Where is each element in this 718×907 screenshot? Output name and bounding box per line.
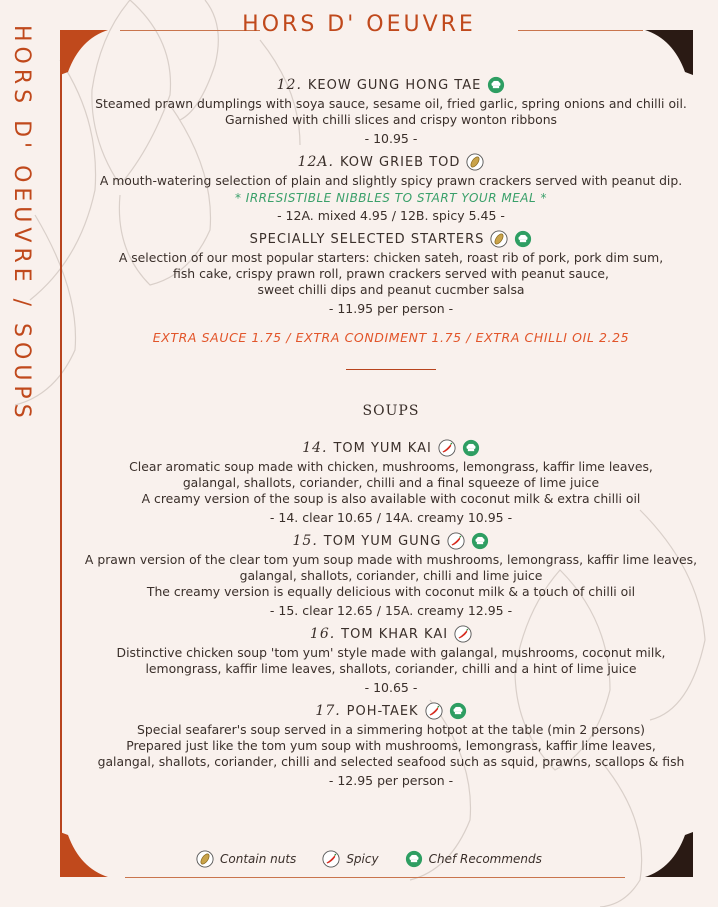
extras-line: EXTRA SAUCE 1.75 / EXTRA CONDIMENT 1.75 / EXTRA CHILLI OIL 2.25 — [152, 330, 630, 345]
item-price: - 10.65 - — [364, 680, 418, 695]
legend-chef-label: Chef Recommends — [428, 852, 542, 866]
item-description: Distinctive chicken soup 'tom yum' style made with galangal, mushrooms, coconut milk, lemongrass, kaffir lime leaves, shallots, coriander, chilli and a hint of lime juice — [116, 645, 666, 676]
chilli-icon — [454, 625, 472, 643]
legend-nuts-label: Contain nuts — [220, 852, 297, 866]
legend-spicy-label: Spicy — [346, 852, 379, 866]
chef-hat-icon — [514, 230, 532, 248]
item-number: 12A. — [297, 154, 334, 170]
nut-icon — [196, 850, 214, 868]
left-border-line — [60, 55, 62, 875]
item-name: KOW GRIEB TOD — [339, 154, 461, 170]
legend-spicy — [322, 850, 378, 868]
legend — [196, 850, 564, 868]
soups-heading: SOUPS — [362, 403, 420, 419]
item-description: A mouth-watering selection of plain and slightly spicy prawn crackers served with peanut dip. — [99, 173, 683, 188]
chef-hat-icon — [449, 702, 467, 720]
soup-item — [64, 702, 718, 788]
chilli-icon — [438, 439, 456, 457]
item-number: 12. — [276, 77, 302, 93]
item-title — [64, 230, 718, 248]
chef-hat-icon — [471, 532, 489, 550]
starters-list — [64, 76, 718, 316]
legend-nuts — [196, 850, 296, 868]
item-price: - 12.95 per person - — [328, 773, 454, 788]
item-description: Clear aromatic soup made with chicken, mushrooms, lemongrass, kaffir lime leaves, galangal, shallots, coriander, chilli and a final squeeze of lime juice A creamy version of the soup is also available with coconut milk & extra chilli oil — [129, 459, 653, 506]
soups-list — [64, 439, 718, 788]
item-number: 14. — [302, 440, 328, 456]
item-title — [64, 532, 718, 550]
bottom-border-line — [125, 877, 625, 878]
soup-item — [64, 532, 718, 618]
item-number: 17. — [315, 703, 341, 719]
soup-item — [64, 625, 718, 695]
chilli-icon — [425, 702, 443, 720]
chilli-icon — [322, 850, 340, 868]
chef-hat-icon — [462, 439, 480, 457]
item-name: TOM YUM GUNG — [323, 533, 442, 549]
soup-item — [64, 439, 718, 525]
item-title — [64, 625, 718, 643]
item-name: TOM KHAR KAI — [341, 626, 449, 642]
item-description: A prawn version of the clear tom yum soup made with mushrooms, lemongrass, kaffir lime leaves, galangal, shallots, coriander, chilli and lime juice The creamy version is equally delicious with coconut milk & a touch of chilli oil — [84, 552, 698, 599]
item-price: - 14. clear 10.65 / 14A. creamy 10.95 - — [269, 510, 513, 525]
item-title — [64, 76, 718, 94]
starter-item — [64, 230, 718, 316]
chef-hat-icon — [487, 76, 505, 94]
section-divider — [346, 369, 436, 370]
nut-icon — [490, 230, 508, 248]
item-description: Special seafarer's soup served in a simmering hotpot at the table (min 2 persons) Prepared just like the tom yum soup with mushrooms, lemongrass, kaffir lime leaves, galangal, shallots, coriander, chilli and selected seafood such as squid, prawns, scallops & fish — [97, 722, 685, 769]
nut-icon — [466, 153, 484, 171]
item-title — [64, 702, 718, 720]
vertical-section-title: HORS D' OEUVRE / SOUPS — [9, 25, 34, 423]
item-name: TOM YUM KAI — [333, 440, 432, 456]
item-price: - 12A. mixed 4.95 / 12B. spicy 5.45 - — [277, 208, 505, 223]
starter-item — [64, 153, 718, 223]
item-name: POH-TAEK — [346, 703, 419, 719]
chilli-icon — [447, 532, 465, 550]
starter-item — [64, 76, 718, 146]
legend-chef — [405, 850, 542, 868]
item-title — [64, 153, 718, 171]
menu-content — [64, 76, 718, 795]
item-name: SPECIALLY SELECTED STARTERS — [249, 231, 485, 247]
page-title: HORS D' OEUVRE — [242, 12, 476, 37]
item-price: - 10.95 - — [364, 131, 418, 146]
item-price: - 15. clear 12.65 / 15A. creamy 12.95 - — [269, 603, 513, 618]
item-number: 15. — [292, 533, 318, 549]
corner-ornament-bottom-right — [643, 830, 693, 880]
item-title — [64, 439, 718, 457]
item-number: 16. — [309, 626, 336, 642]
corner-ornament-bottom-left — [60, 830, 110, 880]
chef-hat-icon — [405, 850, 423, 868]
item-price: - 11.95 per person - — [328, 301, 454, 316]
item-description: Steamed prawn dumplings with soya sauce, sesame oil, fried garlic, spring onions and chilli oil. Garnished with chilli slices and crispy wonton ribbons — [95, 96, 687, 127]
item-description: A selection of our most popular starters: chicken sateh, roast rib of pork, pork dim sum, fish cake, crispy prawn roll, prawn crackers served with peanut sauce, sweet chilli dips and peanut cucmber salsa — [118, 250, 664, 297]
item-note: * IRRESISTIBLE NIBBLES TO START YOUR MEAL * — [234, 191, 548, 205]
item-name: KEOW GUNG HONG TAE — [307, 77, 482, 93]
